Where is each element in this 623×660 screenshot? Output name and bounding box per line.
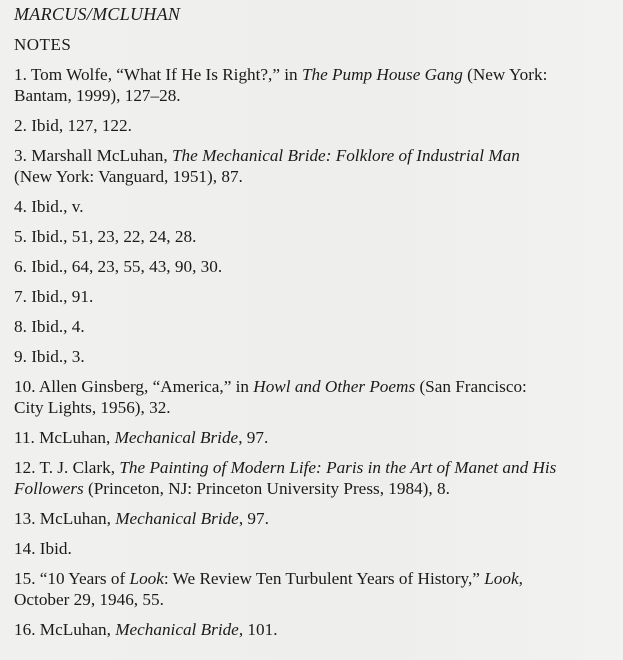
note-line xyxy=(14,427,614,448)
note-line xyxy=(14,589,614,610)
note-item xyxy=(14,196,614,217)
note-title-italic: The Painting of Modern Life: Paris in the Art of Manet and His xyxy=(119,458,557,477)
note-line xyxy=(14,619,614,640)
note-text: 4. Ibid., v. xyxy=(14,197,84,216)
note-item xyxy=(14,427,614,448)
note-text: October 29, 1946, 55. xyxy=(14,590,164,609)
note-title-italic: The Pump House Gang xyxy=(301,65,463,84)
note-line xyxy=(14,145,614,166)
note-line xyxy=(14,508,614,529)
note-line xyxy=(14,316,614,337)
note-text: 7. Ibid., 91. xyxy=(14,287,94,306)
note-item xyxy=(14,115,614,136)
note-text: 2. Ibid, 127, 122. xyxy=(14,116,132,135)
note-line xyxy=(14,166,614,187)
note-line xyxy=(14,568,614,589)
note-text: : We Review Ten Turbulent Years of History,” xyxy=(163,569,485,588)
note-text: 6. Ibid., 64, 23, 55, 43, 90, 30. xyxy=(14,257,223,276)
note-item xyxy=(14,457,614,499)
note-title-italic: Mechanical Bride xyxy=(115,620,239,639)
note-item xyxy=(14,568,614,610)
note-text: 5. Ibid., 51, 23, 22, 24, 28. xyxy=(14,227,197,246)
note-line xyxy=(14,538,614,559)
note-text: , 97. xyxy=(238,509,269,528)
note-text: 10. Allen Ginsberg, “America,” in xyxy=(14,377,254,396)
note-line xyxy=(14,457,614,478)
note-text: (Princeton, NJ: Princeton University Press, 1984), 8. xyxy=(83,479,450,498)
note-title-italic: The Mechanical Bride: Folklore of Industrial Man xyxy=(172,146,520,165)
note-text: (San Francisco: xyxy=(415,377,527,396)
note-item xyxy=(14,376,614,418)
note-line xyxy=(14,478,614,499)
note-text: , 97. xyxy=(238,428,269,447)
note-title-italic: Howl and Other Poems xyxy=(253,377,416,396)
note-line xyxy=(14,115,614,136)
note-item xyxy=(14,316,614,337)
note-text: 8. Ibid., 4. xyxy=(14,317,85,336)
notes-list xyxy=(14,64,614,649)
note-title-italic: Mechanical Bride xyxy=(115,509,239,528)
note-text: , 101. xyxy=(238,620,278,639)
note-item xyxy=(14,145,614,187)
note-line xyxy=(14,64,614,85)
note-line xyxy=(14,346,614,367)
note-text: Bantam, 1999), 127–28. xyxy=(14,86,181,105)
note-text: 12. T. J. Clark, xyxy=(14,458,120,477)
note-item xyxy=(14,508,614,529)
note-line xyxy=(14,85,614,106)
section-title: NOTES xyxy=(14,35,72,54)
note-item xyxy=(14,538,614,559)
note-title-italic: Look xyxy=(129,569,164,588)
note-line xyxy=(14,286,614,307)
note-text: 14. Ibid. xyxy=(14,539,72,558)
running-head: MARCUS/MCLUHAN xyxy=(14,4,181,24)
note-title-italic: Mechanical Bride xyxy=(114,428,239,447)
note-text: (New York: Vanguard, 1951), 87. xyxy=(14,167,243,186)
note-text: 9. Ibid., 3. xyxy=(14,347,85,366)
note-item xyxy=(14,619,614,640)
note-line xyxy=(14,226,614,247)
note-text: 3. Marshall McLuhan, xyxy=(14,146,172,165)
note-line xyxy=(14,256,614,277)
note-text: (New York: xyxy=(462,65,548,84)
note-item xyxy=(14,286,614,307)
note-text: City Lights, 1956), 32. xyxy=(14,398,171,417)
note-text: 13. McLuhan, xyxy=(14,509,116,528)
note-title-italic: Followers xyxy=(14,479,84,498)
note-text: 16. McLuhan, xyxy=(14,620,116,639)
note-item xyxy=(14,64,614,106)
note-line xyxy=(14,397,614,418)
note-item xyxy=(14,226,614,247)
note-line xyxy=(14,376,614,397)
note-item xyxy=(14,256,614,277)
note-text: 11. McLuhan, xyxy=(14,428,115,447)
note-text: , xyxy=(518,569,523,588)
note-text: 15. “10 Years of xyxy=(14,569,130,588)
note-item xyxy=(14,346,614,367)
note-line xyxy=(14,196,614,217)
note-title-italic: Look xyxy=(484,569,519,588)
note-text: 1. Tom Wolfe, “What If He Is Right?,” in xyxy=(14,65,302,84)
